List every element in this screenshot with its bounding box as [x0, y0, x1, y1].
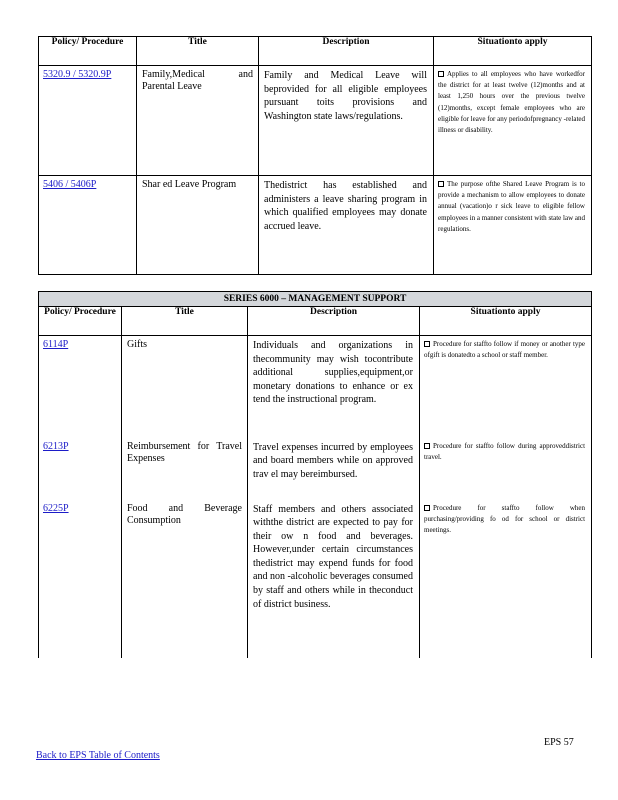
- table-row: [39, 438, 592, 500]
- policy-situation: The purpose ofthe Shared Leave Program is to provide a mechanism to allow employees to donate annual (vacation)o r sick leave to eligible fellow employees in a manner consistent with state law and regulations.: [438, 180, 585, 233]
- policy-situation: Procedure for staffto follow if money or another type ofgift is donatedto a school or staff member.: [424, 340, 586, 360]
- policy-link-5406[interactable]: 5406 / 5406P: [43, 179, 97, 190]
- policy-situation: Applies to all employees who have workedfor the district for at least twelve (12)months and at least 1,250 hours over the previous twelve (12)months, except female employees who are eligible for leave for any periodofpregnancy -related illness or disability.: [438, 70, 585, 135]
- table-row: [39, 500, 592, 658]
- policy-link-6225[interactable]: 6225P: [43, 502, 69, 514]
- policy-title: Shar ed Leave Program: [137, 176, 259, 275]
- policy-situation: Procedure for staffto follow when purchasing/providing fo od for school or district meetings.: [424, 503, 586, 534]
- policy-link-6213[interactable]: 6213P: [43, 440, 69, 452]
- policy-description: Family and Medical Leave will beprovided for all eligible employees pursuant toits provisions and Washington state laws/regulations.: [259, 66, 434, 176]
- header-situation: Situationto apply: [434, 37, 592, 66]
- policy-title: Reimbursement for Travel Expenses: [122, 438, 248, 500]
- series-row: [39, 292, 592, 307]
- table-row: [39, 66, 592, 176]
- header-title: Title: [122, 307, 248, 336]
- header-policy: Policy/ Procedure: [39, 37, 137, 66]
- table-row: [39, 176, 592, 275]
- policy-description: Thedistrict has established and administers a leave sharing program in which qualified employees may donate accrued leave.: [259, 176, 434, 275]
- table-row: [39, 336, 592, 438]
- policy-title: Food and Beverage Consumption: [122, 500, 248, 658]
- policy-title: Gifts: [122, 336, 248, 438]
- header-title: Title: [137, 37, 259, 66]
- checkbox-bullet-icon: [424, 443, 430, 449]
- policy-description: Staff members and others associated withthe district are expected to pay for their ow n food and beverages. However,under certain circumstances thedistrict may expend funds for food and non -alcoholic beverages consumed by staff and others while in theconduct of district business.: [248, 500, 420, 658]
- checkbox-bullet-icon: [424, 341, 430, 347]
- page-number: EPS 57: [544, 737, 574, 748]
- header-description: Description: [259, 37, 434, 66]
- leave-policies-table: [38, 36, 592, 275]
- header-description: Description: [248, 307, 420, 336]
- header-policy: Policy/ Procedure: [39, 307, 122, 336]
- checkbox-bullet-icon: [438, 71, 444, 77]
- policy-link-6114[interactable]: 6114P: [43, 339, 69, 350]
- series-heading: SERIES 6000 – MANAGEMENT SUPPORT: [39, 292, 592, 307]
- table-header-row: [39, 307, 592, 336]
- policy-description: Individuals and organizations in thecommunity may wish tocontribute additional supplies,equipment,or monetary donations to enhance or ex tend the instructional program.: [248, 336, 420, 438]
- management-support-table: [38, 291, 592, 658]
- policy-title: Family,Medical and Parental Leave: [137, 66, 259, 176]
- checkbox-bullet-icon: [424, 505, 430, 511]
- checkbox-bullet-icon: [438, 181, 444, 187]
- table-header-row: [39, 37, 592, 66]
- policy-description: Travel expenses incurred by employees and board members while on approved trav el may bereimbursed.: [248, 438, 420, 500]
- back-to-contents-link[interactable]: Back to EPS Table of Contents: [36, 750, 160, 761]
- header-situation: Situationto apply: [420, 307, 592, 336]
- policy-link-5320[interactable]: 5320.9 / 5320.9P: [43, 69, 112, 80]
- policy-situation: Procedure for staffto follow during approveddistrict travel.: [424, 441, 586, 461]
